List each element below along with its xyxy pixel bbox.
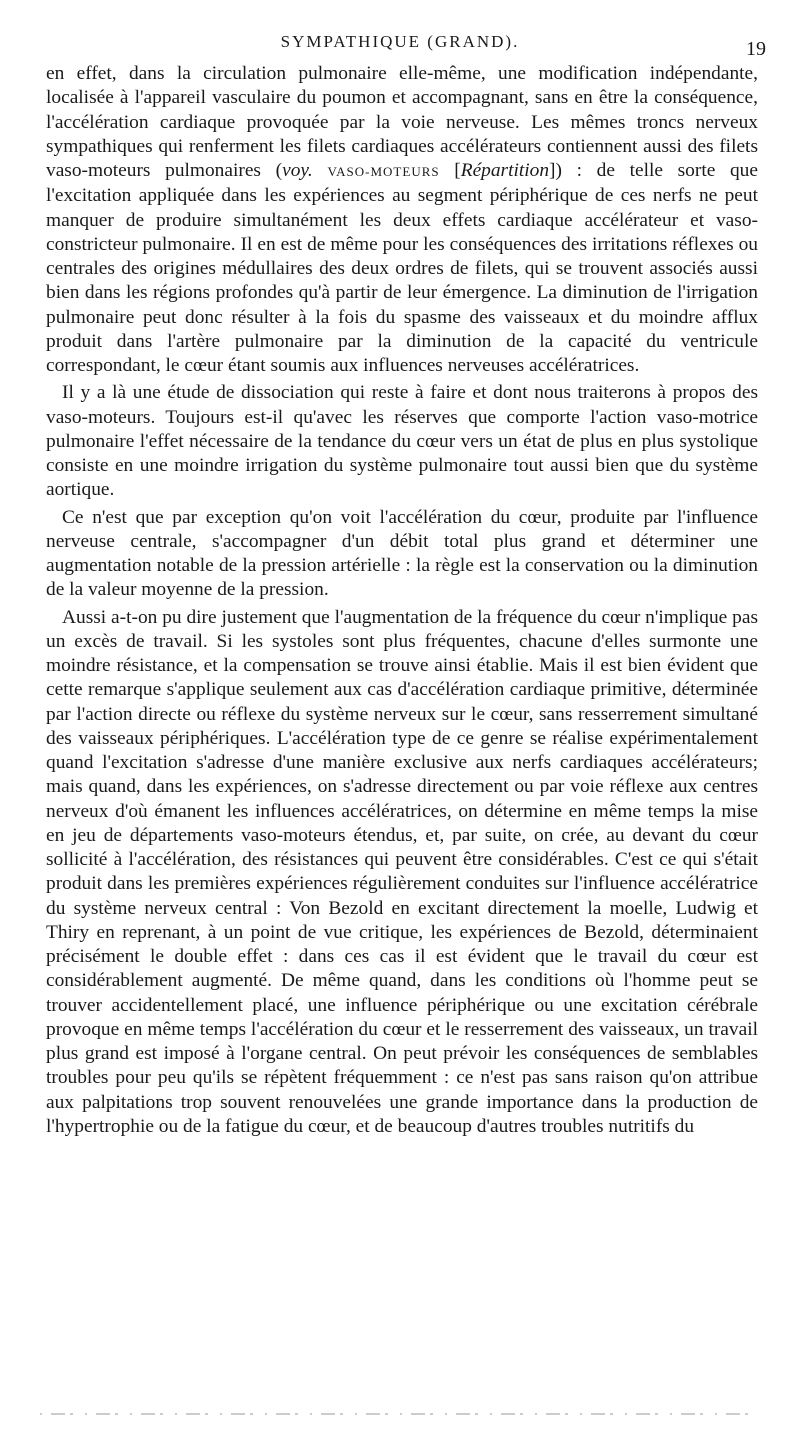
running-title: SYMPATHIQUE (GRAND). bbox=[280, 32, 520, 51]
paragraph-2: Il y a là une étude de dissociation qui reste à faire et dont nous traiterons à propos des vaso-moteurs. Toujours est-il qu'avec les réserves que comporte l'action vaso-motrice pulmonaire l'effet nécessaire de la tendance du cœur vers un état de plus en plus systolique consiste en une moindre irrigation du système pulmonaire tout aussi bien que du système aortique. bbox=[46, 382, 758, 501]
paragraph-4: Aussi a-t-on pu dire justement que l'augmentation de la fréquence du cœur n'implique pas un excès de travail. Si les systoles sont plus fréquentes, chacune d'elles surmonte une moindre résistance, et la compensation se trouve ainsi établie. Mais il est bien évident que cette remarque s'applique seulement aux cas d'accélération cardiaque primitive, déterminée par l'action directe ou réflexe du système nerveux sur le cœur, sans resserrement simultané des vaisseaux périphériques. L'accélération type de ce genre se réalise expérimentalement quand l'excitation s'adresse d'une manière exclusive aux nerfs cardiaques accélérateurs; mais quand, dans les expériences, on s'adresse directement ou par voie réflexe aux centres nerveux d'où émanent les influences accélératrices, on détermine en même temps la mise en jeu de départements vaso-moteurs étendus, et, par suite, on crée, au devant du cœur sollicité à l'accélération, des résistances qui peuvent être considérables. C'est ce qui s'était produit dans les premières expériences régulièrement conduites sur l'influence accélératrice du système nerveux central : Von Bezold en excitant directement la moelle, Ludwig et Thiry en reprenant, à un point de vue critique, les expériences de Bezold, déterminaient précisément le double effet : dans ces cas il est évident que le travail du cœur est considérablement augmenté. De même quand, dans les conditions où l'homme peut se trouver accidentellement placé, une influence périphérique ou une excitation cérébrale provoque en même temps l'accélération du cœur et le resserrement des vaisseaux, un travail plus grand est imposé à l'organe central. On peut prévoir les conséquences de semblables troubles pour peu qu'ils se répètent fréquemment : ce n'est pas sans raison qu'on attribue aux palpitations trop souvent renouvelées une grande importance dans la production de l'hypertrophie ou de la fatigue du cœur, et de beaucoup d'autres troubles nutritifs du bbox=[46, 606, 758, 1137]
body-text bbox=[46, 62, 758, 1139]
paragraph-1-text-b: ]) : de telle sorte que l'excitation appliquée dans les expériences au segment périphérique de ces nerfs ne peut manquer de produire simultanément les deux effets cardiaque accélérateur et vaso-constricteur pulmonaire. Il en est de même pour les conséquences des irritations réflexes ou centrales des origines médullaires des deux ordres de filets, qui se trouvent associés aussi bien dans les régions profondes qu'à partir de leur émergence. La diminution de l'irrigation pulmonaire peut donc résulter à la fois du spasme des vaisseaux et du moindre afflux produit dans l'artère pulmonaire par la diminution de la capacité du ventricule correspondant, le cœur étant soumis aux influences nerveuses accélératrices. bbox=[46, 160, 758, 376]
cross-reference-section: Répartition bbox=[460, 160, 550, 181]
page-number: 19 bbox=[746, 38, 766, 60]
paragraph-1-text-a: en effet, dans la circulation pulmonaire elle-même, une modification indépendante, localisée à l'appareil vasculaire du poumon et accompagnant, sans en être la conséquence, l'accélération cardiaque provoquée par la voie nerveuse. Les mêmes troncs nerveux sympathiques qui renferment les filets cardiaques accélérateurs contiennent aussi des filets vaso-moteurs pulmonaires ( bbox=[46, 63, 758, 181]
paragraph-1: en effet, dans la circulation pulmonaire elle-même, une modification indépendante, localisée à l'appareil vasculaire du poumon et accompagnant, sans en être la conséquence, l'accélération cardiaque provoquée par la voie nerveuse. Les mêmes troncs nerveux sympathiques qui renferment les filets cardiaques accélérateurs contiennent aussi des filets vaso-moteurs pulmonaires (voy. VASO-MOTEURS [Répartition]) : de telle sorte que l'excitation appliquée dans les expériences au segment périphérique de ces nerfs ne peut manquer de produire simultanément les deux effets cardiaque accélérateur et vaso-constricteur pulmonaire. Il en est de même pour les conséquences des irritations réflexes ou centrales des origines médullaires des deux ordres de filets, qui se trouvent associés aussi bien dans les régions profondes qu'à partir de leur émergence. La diminution de l'irrigation pulmonaire peut donc résulter à la fois du spasme des vaisseaux et du moindre afflux produit dans l'artère pulmonaire par la diminution de la capacité du ventricule correspondant, le cœur étant soumis aux influences nerveuses accélératrices. bbox=[46, 63, 758, 376]
cross-reference-label: VASO-MOTEURS bbox=[327, 164, 440, 179]
bottom-print-noise bbox=[40, 1410, 760, 1418]
paragraph-3: Ce n'est que par exception qu'on voit l'accélération du cœur, produite par l'influence nerveuse centrale, s'accompagner d'un débit total plus grand et déterminer une augmentation notable de la pression artérielle : la règle est la conservation ou la diminution de la valeur moyenne de la pression. bbox=[46, 506, 758, 601]
voy-abbreviation: voy. bbox=[282, 160, 313, 181]
